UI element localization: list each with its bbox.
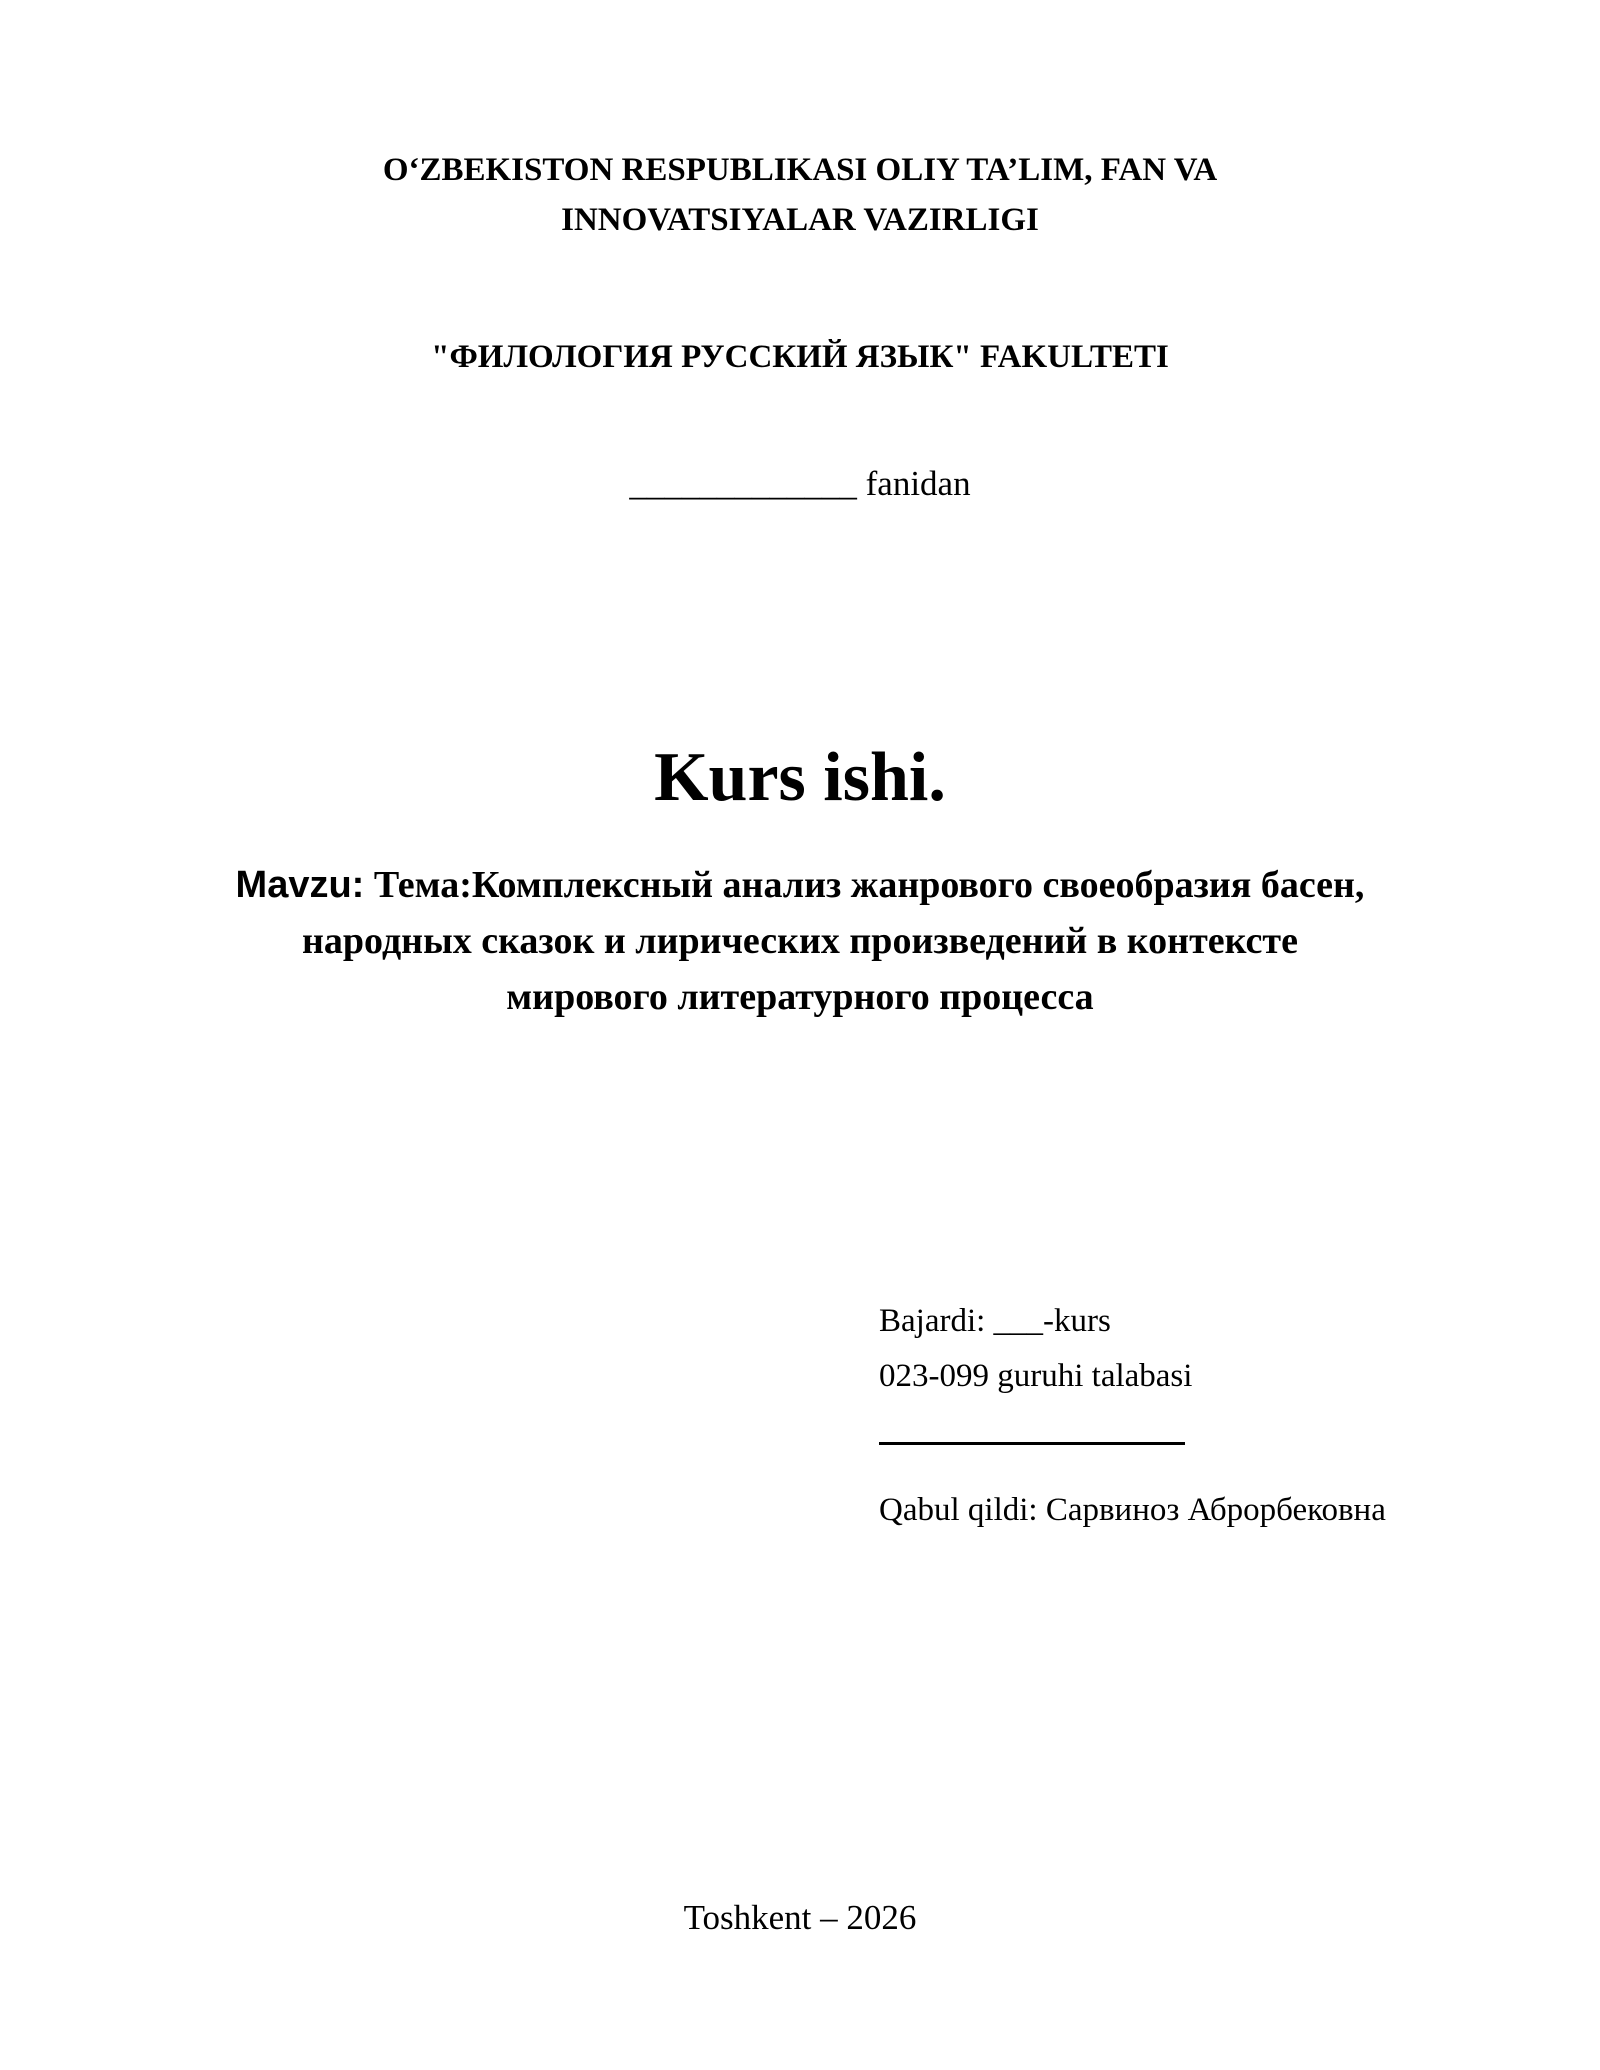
ministry-line-1: O‘ZBEKISTON RESPUBLIKASI OLIY TA’LIM, FAN VA: [382, 152, 1218, 188]
place-year: Toshkent – 2026: [683, 1898, 917, 1937]
topic-line-2: народных сказок и лирических произведений в контексте: [302, 920, 1298, 962]
topic-prefix: Mavzu:: [235, 864, 365, 906]
document-title: Kurs ishi.: [654, 739, 946, 816]
subject-line: _____________ fanidan: [629, 464, 971, 503]
ministry-heading: [0, 145, 1600, 245]
accepted-by: Qabul qildi: Сарвиноз Аброрбековна: [879, 1492, 1386, 1528]
faculty-heading: "ФИЛОЛОГИЯ РУССКИЙ ЯЗЫК" FAKULTETI: [431, 339, 1169, 375]
ministry-line-2: INNOVATSIYALAR VAZIRLIGI: [561, 202, 1039, 238]
topic-block: [0, 857, 1600, 1025]
topic-line-3: мирового литературного процесса: [506, 976, 1094, 1018]
topic-line-1: [0, 857, 1600, 913]
topic-line-1-text: Тема:Комплексный анализ жанрового своеобразия басен,: [364, 864, 1365, 906]
signature-line: [879, 1442, 1185, 1445]
student-group: 023-099 guruhi talabasi: [879, 1358, 1193, 1394]
performer-course: Bajardi: ___-kurs: [879, 1303, 1111, 1339]
